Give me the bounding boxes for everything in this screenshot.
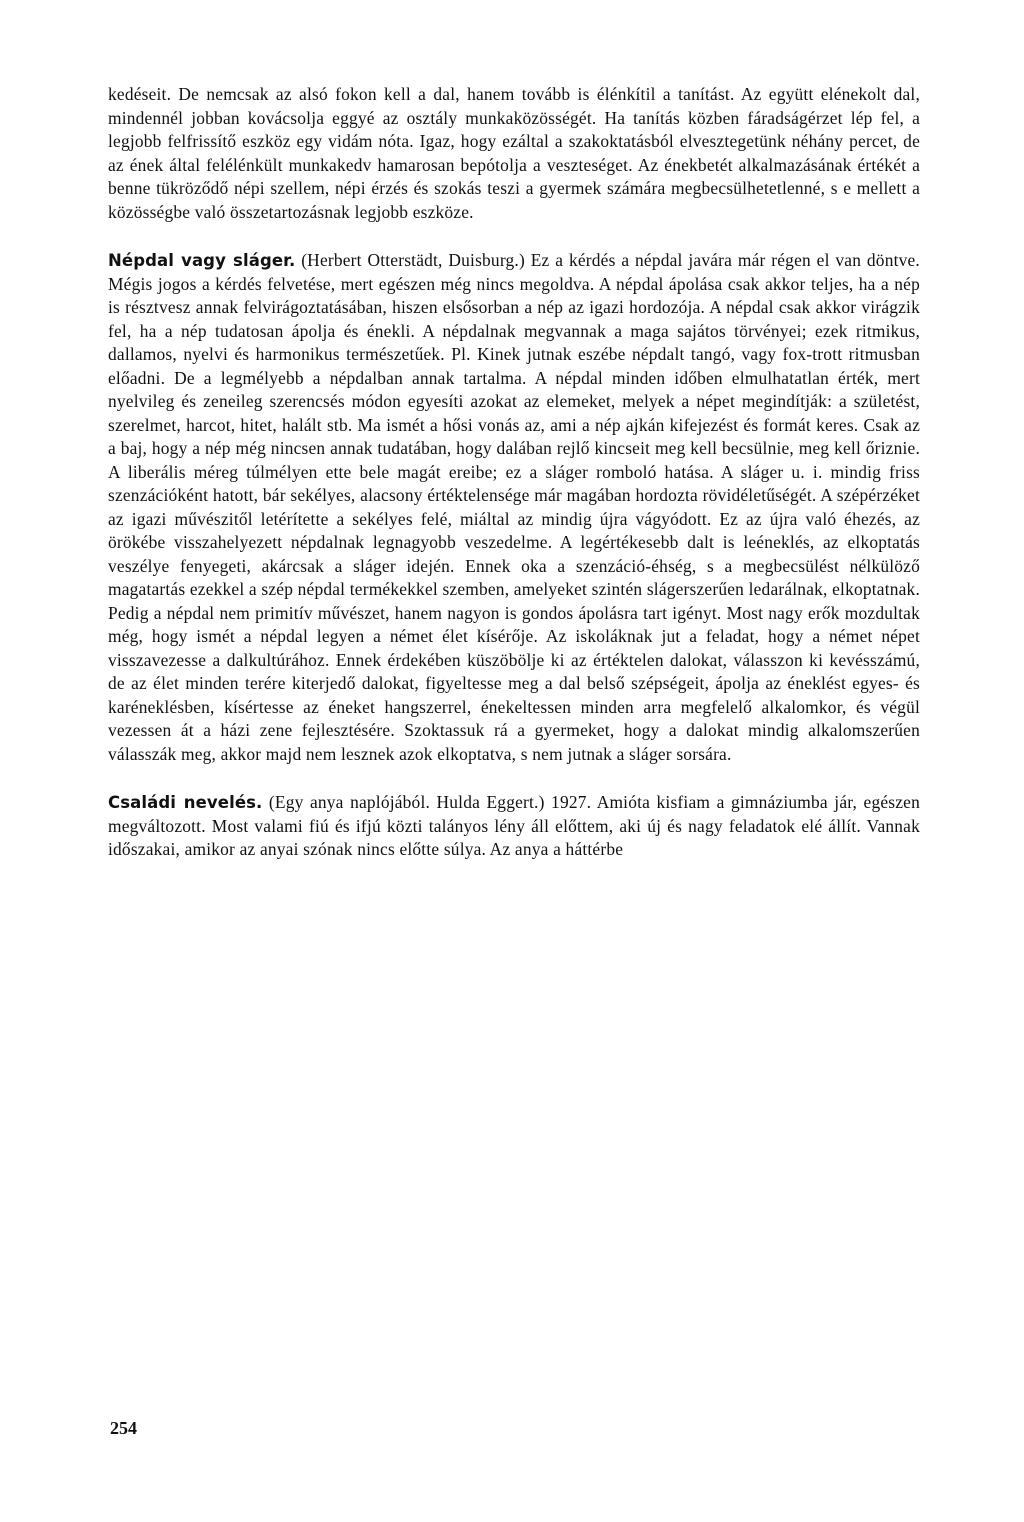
paragraph-csaladi-text: (Egy anya naplójából. Hulda Eggert.) 1927. Amióta kisfiam a gimnáziumba jár, egészen megváltozott. Most valami fiú és ifjú közti talányos lény áll előttem, aki új és nagy feladatok elé állít. Vannak időszakai, amikor az anyai szónak nincs előtte súlya. Az anya a háttérbe <box>108 792 920 859</box>
paragraph-csaladi-neveles <box>108 791 920 862</box>
section-title-nepdal-vagy-slager: Népdal vagy sláger. <box>108 251 296 270</box>
paragraph-nepdal-vagy-slager <box>108 249 920 766</box>
page-body <box>108 83 920 862</box>
paragraph-intro-text: kedéseit. De nemcsak az alsó fokon kell a dal, hanem tovább is élénkítil a tanítást. Az együtt elénekolt dal, mindennél jobban kovácsolja eggyé az osztály munkaközösségét. Ha tanítás közben fáradságérzet lép fel, a legjobb felfrissítő eszköz egy vidám nóta. Igaz, hogy ezáltal a szakoktatásból elvesztegetünk néhány percet, de az ének által felélénkült munkakedv hamarosan bepótolja a veszteséget. Az énekbetét alkalmazásának értékét a benne tükröződő népi szellem, népi érzés és szokás teszi a gyermek számára megbecsülhetetlenné, s e mellett a közösségbe való összetartozásnak legjobb eszköze. <box>108 84 920 222</box>
section-title-csaladi-neveles: Családi nevelés. <box>108 793 263 812</box>
paragraph-intro <box>108 83 920 224</box>
paragraph-nepdal-text: (Herbert Otterstädt, Duisburg.) Ez a kérdés a népdal javára már régen el van döntve. Mégis jogos a kérdés felvetése, mert egészen még nincs megoldva. A népdal ápolása csak akkor teljes, ha a nép is résztvesz annak felvirágoztatásában, hiszen elsősorban a nép az igazi hordozója. A népdal csak akkor virágzik fel, ha a nép tudatosan ápolja és énekli. A népdalnak megvannak a maga sajátos törvényei; ezek ritmikus, dallamos, nyelvi és harmonikus természetűek. Pl. Kinek jutnak eszébe népdalt tangó, vagy fox-trott ritmusban előadni. De a legmélyebb a népdalban annak tartalma. A népdal minden időben elmulhatatlan érték, mert nyelvileg és zeneileg szerencsés módon egyesíti azokat az elemeket, melyek a népet megindítják: a születést, szerelmet, harcot, hitet, halált stb. Ma ismét a hősi vonás az, ami a nép ajkán kifejezést és formát keres. Csak az a baj, hogy a nép még nincsen annak tudatában, hogy dalában rejlő kincseit meg kell becsülnie, meg kell őriznie. A liberális méreg túlmélyen ette bele magát ereibe; ez a sláger romboló hatása. A sláger u. i. mindig friss szenzációként hatott, bár sekélyes, alacsony értéktelensége már magában hordozta rövidéletűségét. A szépérzéket az igazi művészitől letérítette a sekélyes felé, miáltal az mindig újra vágyódott. Ez az újra való éhezés, az örökébe visszahelyezett népdalnak legnagyobb veszedelme. A legértékesebb dalt is leéneklés, az elkoptatás veszélye fenyegeti, akárcsak a sláger idején. Ennek oka a szenzáció-éhség, s a megbecsülést nélkülöző magatartás ezekkel a szép népdal termékekkel szemben, amelyeket szintén slágerszerűen ledarálnak, elkoptatnak. Pedig a népdal nem primitív művészet, hanem nagyon is gondos ápolásra tart igényt. Most nagy erők mozdultak még, hogy ismét a népdal legyen a német élet kísérője. Az iskoláknak jut a feladat, hogy a német népet visszavezesse a dalkultúrához. Ennek érdekében küszöbölje ki az értéktelen dalokat, válasszon ki kevésszámú, de az élet minden terére kiterjedő dalokat, figyeltesse meg a dal belső szépségeit, ápolja az éneklést egyes- és karéneklésben, kísértesse az éneket hangszerrel, énekeltessen minden arra megfelelő alkalomkor, és végül vezessen át a házi zene fejlesztésére. Szoktassuk rá a gyermeket, hogy a dalokat mindig alkalomszerűen válasszák meg, akkor majd nem lesznek azok elkoptatva, s nem jutnak a sláger sorsára. <box>108 250 920 764</box>
page-number: 254 <box>110 1418 137 1438</box>
